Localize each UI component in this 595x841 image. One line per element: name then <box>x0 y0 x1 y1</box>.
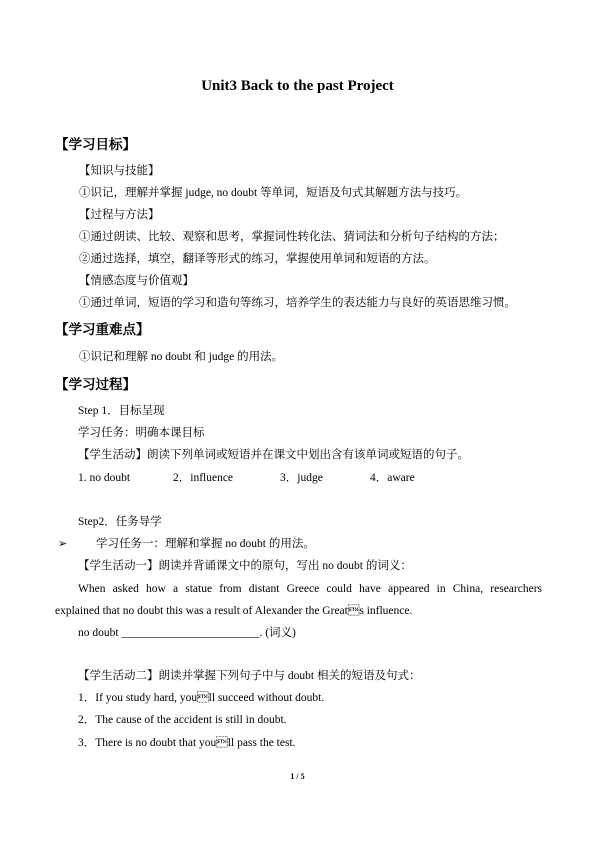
word-item: 1. no doubt <box>78 472 131 484</box>
page-number: 1 / 5 <box>290 772 305 781</box>
arrow-bullet-icon: ➢ <box>58 537 68 550</box>
word-item: 3．judge <box>280 472 323 484</box>
word-item: 2．influence <box>173 472 234 484</box>
section-heading-process: 【学习过程】 <box>55 377 136 393</box>
word-list <box>78 471 478 485</box>
activity1-text: 【学生活动一】朗读并背诵课文中的原句，写出 no doubt 的词义： <box>78 560 412 572</box>
example-sentence-3: 3．There is no doubt that youll pass the test. <box>78 737 296 749</box>
section-heading-objectives: 【学习目标】 <box>55 137 136 153</box>
example-sentence-1: 1．If you study hard, youll succeed without doubt. <box>78 692 325 704</box>
process-method-item-1: ①通过朗读、比较、观察和思考，掌握词性转化法、猜词法和分析句子结构的方法； <box>79 231 505 243</box>
step2-heading: Step2．任务导学 <box>78 516 162 528</box>
quote-line-1: When asked how a statue from distant Greece could have appeared in China, researchers <box>78 583 542 595</box>
attitude-item-1: ①通过单词，短语的学习和造句等练习，培养学生的表达能力与良好的英语思维习惯。 <box>79 297 516 309</box>
step1-task: 学习任务：明确本课目标 <box>78 427 205 439</box>
fill-blank-line: no doubt ________________________. (词义) <box>78 627 296 639</box>
activity2-text: 【学生活动二】朗读并掌握下列句子中与 doubt 相关的短语及句式： <box>78 670 421 682</box>
process-method-item-2: ②通过选择，填空，翻译等形式的练习，掌握使用单词和短语的方法。 <box>79 253 436 265</box>
key-point-item-1: ①识记和理解 no doubt 和 judge 的用法。 <box>79 351 284 363</box>
knowledge-heading: 【知识与技能】 <box>79 165 160 177</box>
step1-activity: 【学生活动】朗读下列单词或短语并在课文中划出含有该单词或短语的句子。 <box>78 449 469 461</box>
process-method-heading: 【过程与方法】 <box>79 209 160 221</box>
word-item: 4．aware <box>370 472 415 484</box>
section-heading-key-points: 【学习重难点】 <box>55 322 150 338</box>
task1-text: 学习任务一：理解和掌握 no doubt 的用法。 <box>96 538 315 550</box>
example-sentence-2: 2．The cause of the accident is still in doubt. <box>78 714 287 726</box>
quote-line-2: explained that no doubt this was a result of Alexander the Greats influence. <box>55 605 413 617</box>
knowledge-item-1: ①识记，理解并掌握 judge, no doubt 等单词，短语及句式其解题方法与技巧。 <box>79 187 468 199</box>
step1-heading: Step 1．目标呈现 <box>78 405 165 417</box>
attitude-heading: 【情感态度与价值观】 <box>79 275 194 287</box>
document-title: Unit3 Back to the past Project <box>201 78 394 94</box>
